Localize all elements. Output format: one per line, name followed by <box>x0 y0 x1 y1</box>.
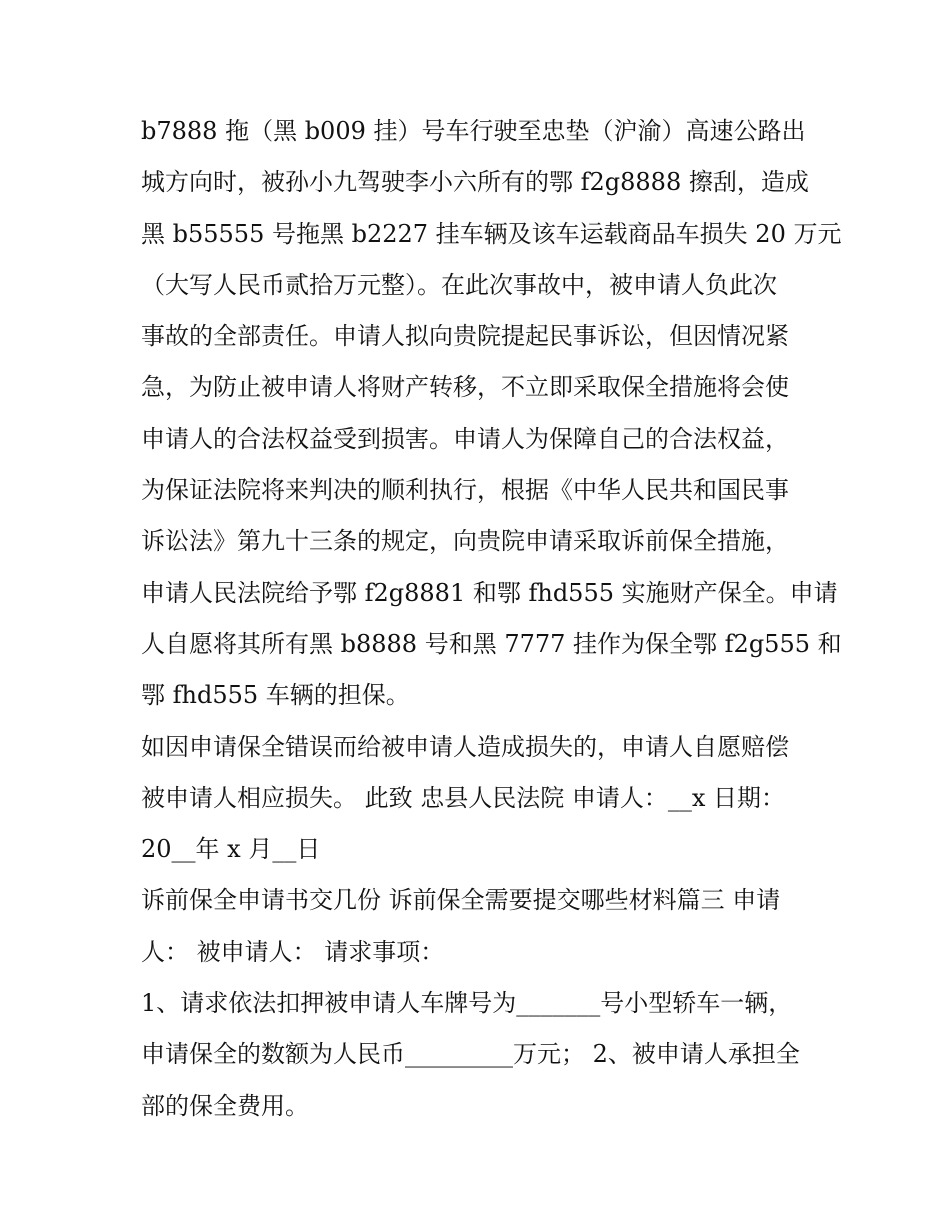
text-line: 申请保全的数额为人民币_________万元； 2、被申请人承担全 <box>141 1040 800 1069</box>
text-line: 部的保全费用。 <box>141 1091 309 1120</box>
text-line: 1、请求依法扣押被申请人车牌号为_______号小型轿车一辆， <box>141 989 793 1018</box>
text-line: 申请人的合法权益受到损害。申请人为保障自己的合法权益， <box>141 424 789 453</box>
text-line: 20__年 x 月__日 <box>141 835 321 864</box>
text-line: 诉前保全申请书交几份 诉前保全需要提交哪些材料篇三 申请 <box>141 886 781 915</box>
document-body <box>141 106 842 1132</box>
text-line: 黑 b55555 号拖黑 b2227 挂车辆及该车运载商品车损失 20 万元 <box>141 219 842 248</box>
text-line: （大写人民币贰拾万元整）。在此次事故中，被申请人负此次 <box>141 270 777 299</box>
text-line: b7888 拖（黑 b009 挂）号车行驶至忠垫（沪渝）高速公路出 <box>141 117 806 145</box>
text-line: 城方向时，被孙小九驾驶李小六所有的鄂 f2g8888 擦刮，造成 <box>141 168 809 197</box>
text-line: 诉讼法》第九十三条的规定，向贵院申请采取诉前保全措施， <box>141 527 789 556</box>
text-line: 鄂 fhd555 车辆的担保。 <box>141 681 410 710</box>
text-line: 事故的全部责任。申请人拟向贵院提起民事诉讼，但因情况紧 <box>141 322 789 351</box>
text-line: 被申请人相应损失。 此致 忠县人民法院 申请人：__x 日期： <box>141 783 786 812</box>
text-line: 为保证法院将来判决的顺利执行，根据《中华人民共和国民事 <box>141 476 789 505</box>
text-line: 人自愿将其所有黑 b8888 号和黑 7777 挂作为保全鄂 f2g555 和 <box>141 629 842 658</box>
text-line: 如因申请保全错误而给被申请人造成损失的，申请人自愿赔偿 <box>141 732 789 761</box>
text-line: 人： 被申请人： 请求事项： <box>141 937 445 966</box>
text-line: 申请人民法院给予鄂 f2g8881 和鄂 fhd555 实施财产保全。申请 <box>141 578 838 607</box>
text-line: 急，为防止被申请人将财产转移，不立即采取保全措施将会使 <box>141 373 789 402</box>
